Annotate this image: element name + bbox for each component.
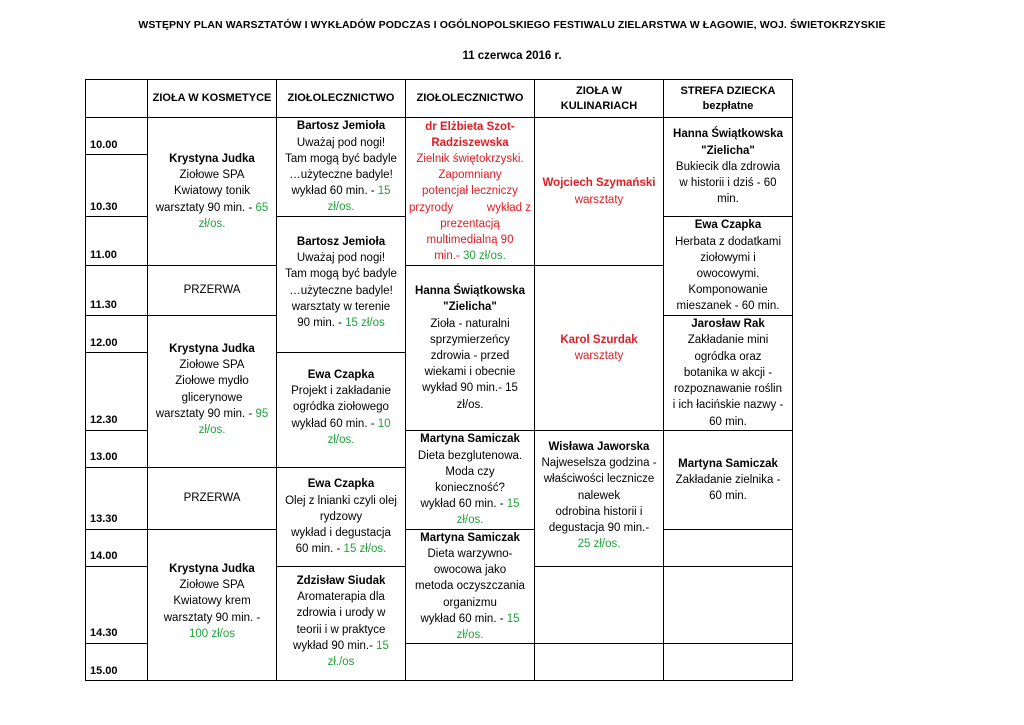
column-header-herbal-medicine-1 — [277, 80, 405, 117]
session-line: w historii i dziś - 60 — [679, 177, 777, 190]
session-line — [291, 183, 390, 199]
grid-line — [663, 643, 793, 644]
presenter-name: Jarosław Rak — [691, 318, 765, 331]
time-label: 14.30 — [90, 627, 118, 639]
session-line: rydzowy — [319, 510, 363, 523]
session-line: odrobina historii i — [555, 505, 643, 518]
session-line: Ziołowe mydło — [175, 375, 249, 388]
session-line: botanika w akcji - — [683, 366, 773, 379]
session-line: …użyteczne badyle! — [289, 284, 393, 297]
session-text: warsztaty 90 min. - — [155, 201, 256, 214]
session-line: Tam mogą być badyle — [285, 152, 397, 165]
time-label: 13.30 — [90, 513, 118, 525]
grid-line — [85, 154, 148, 155]
session-cell — [406, 118, 534, 265]
session-line: zdrowia i urody w — [296, 607, 386, 620]
price: zł./os — [327, 656, 355, 669]
session-line: Aromaterapia dla — [297, 591, 385, 604]
session-line: ogródka oraz — [694, 350, 762, 363]
break-cell — [148, 266, 276, 315]
price: 30 zł/os. — [462, 250, 506, 263]
grid-line — [534, 643, 664, 644]
price: 15 — [377, 185, 391, 198]
session-line: Tam mogą być badyle — [285, 268, 397, 281]
presenter-name: Martyna Samiczak — [420, 433, 520, 446]
price: 15 zł/os. — [343, 543, 387, 556]
session-cell — [148, 530, 276, 680]
session-cell — [535, 118, 663, 265]
column-header-kids-zone — [664, 80, 792, 117]
presenter-name: Ewa Czapka — [307, 478, 375, 491]
session-line: wykład i degustacja — [291, 527, 391, 540]
session-line: teorii i w praktyce — [296, 623, 386, 636]
session-line: Zapomniany — [438, 169, 502, 182]
session-line — [409, 200, 531, 216]
time-label: 11.00 — [90, 249, 117, 261]
header-line: STREFA DZIECKA — [680, 84, 776, 97]
price: zł/os. — [456, 629, 484, 642]
session-text: min.- — [434, 250, 463, 263]
session-line: Komponowanie — [688, 284, 768, 297]
session-line: Zakładanie mini — [687, 334, 769, 347]
page-title: WSTĘPNY PLAN WARSZTATÓW I WYKŁADÓW PODCZAS I OGÓLNOPOLSKIEGO FESTIWALU ZIELARSTWA W ŁAGOWIE, WOJ. ŚWIETOKRZYSKIE — [138, 19, 886, 31]
session-line: ogródka ziołowego — [293, 401, 389, 414]
grid-line — [85, 352, 148, 353]
presenter-name: Bartosz Jemioła — [296, 236, 386, 248]
header-line: ZIOŁA W — [575, 84, 623, 97]
session-text: wykład z — [486, 201, 531, 214]
session-line: Zielnik świętokrzyski. — [416, 152, 524, 165]
presenter-name: Krystyna Judka — [169, 563, 255, 575]
session-line: Zakładanie zielnika - — [675, 473, 781, 486]
session-cell — [664, 431, 792, 529]
header-line: ZIOŁOLECZNICTWO — [287, 92, 395, 104]
session-line: Kwiatowy tonik — [173, 185, 251, 198]
presenter-name: Hanna Świątkowska — [415, 285, 525, 298]
presenter-name: Wisława Jaworska — [548, 441, 650, 453]
grid-line — [85, 315, 148, 316]
header-line: ZIOŁA W KOSMETYCE — [152, 92, 272, 104]
session-text: wykład 60 min. - — [420, 498, 507, 511]
presenter-name: Wojciech Szymański — [542, 177, 656, 190]
session-cell — [664, 316, 792, 430]
session-line: Zioła - naturalni — [430, 317, 510, 330]
session-line: Ziołowe SPA — [179, 169, 245, 182]
presenter-name: "Zielicha" — [701, 144, 755, 157]
break-label: PRZERWA — [183, 284, 241, 297]
session-line: Herbata z dodatkami — [674, 235, 782, 248]
session-line: zł/os. — [456, 398, 484, 411]
break-label: PRZERWA — [183, 492, 241, 505]
session-cell — [406, 530, 534, 643]
session-line: min. — [717, 193, 739, 206]
session-text: wykład 60 min. - — [420, 612, 507, 625]
session-line — [156, 406, 269, 422]
session-line: warsztaty 90 min. - — [163, 611, 261, 624]
session-line: Dieta warzywno- — [427, 548, 513, 560]
session-line — [291, 416, 390, 432]
time-label: 12.00 — [90, 337, 118, 349]
column-header-cosmetics — [148, 80, 276, 117]
session-cell — [406, 431, 534, 529]
session-text: 90 min. - — [297, 317, 346, 330]
time-label: 12.30 — [90, 414, 118, 426]
session-line — [434, 248, 506, 264]
grid-line — [85, 467, 148, 468]
session-line: owocowa jako — [433, 564, 507, 577]
time-label: 13.00 — [90, 451, 118, 463]
session-line: ziołowymi i — [700, 251, 756, 264]
session-cell — [277, 118, 405, 216]
session-text: wykład 90 min.- — [293, 639, 377, 652]
header-line: KULINARIACH — [560, 99, 638, 112]
presenter-name: dr Elżbieta Szot- — [425, 120, 515, 133]
presenter-name: Radziszewska — [431, 136, 509, 149]
session-line — [293, 638, 389, 654]
session-line: rozpoznawanie roślin — [673, 383, 783, 396]
session-cell — [406, 266, 534, 430]
grid-line — [85, 216, 148, 217]
session-line: 60 min. — [709, 490, 747, 503]
price: 15 — [376, 639, 389, 652]
grid-line — [85, 265, 148, 266]
schedule-date: 11 czerwca 2016 r. — [462, 50, 562, 62]
column-header-culinary — [535, 80, 663, 117]
price: 15 — [506, 498, 520, 511]
session-text: warsztaty 90 min. - — [155, 407, 256, 420]
session-line: Olej z lnianki czyli olej — [285, 494, 397, 507]
grid-line — [663, 529, 793, 530]
grid-line — [85, 529, 148, 530]
session-line: i ich łacińskie nazwy - — [672, 399, 784, 412]
time-label: 10.00 — [90, 139, 118, 151]
time-label: 14.00 — [90, 550, 118, 562]
session-line: warsztaty — [574, 193, 624, 206]
break-cell — [148, 468, 276, 529]
session-line: Kwiatowy krem — [173, 595, 251, 608]
price: zł/os. — [198, 217, 226, 230]
presenter-name: Zdzisław Siudak — [296, 575, 386, 587]
session-cell — [277, 567, 405, 680]
session-line: 60 min. — [709, 415, 747, 428]
presenter-name: Krystyna Judka — [169, 152, 255, 165]
price: 25 zł/os. — [577, 538, 621, 551]
price: 65 — [255, 201, 269, 214]
session-line: Uważaj pod nogi! — [296, 136, 386, 149]
session-cell — [535, 266, 663, 430]
grid-line — [85, 430, 148, 431]
header-line: ZIOŁOLECZNICTWO — [416, 92, 524, 104]
session-line: Moda czy — [445, 465, 495, 478]
session-cell — [148, 118, 276, 265]
presenter-name: Hanna Świątkowska — [673, 128, 783, 141]
session-line — [296, 541, 387, 557]
session-line: Dieta bezglutenowa. — [417, 449, 523, 462]
price: zł/os. — [198, 424, 226, 437]
session-cell — [535, 431, 663, 566]
column-header-herbal-medicine-2 — [406, 80, 534, 117]
session-line: glicerynowe — [181, 391, 243, 404]
session-line: Ziołowe SPA — [179, 579, 245, 592]
grid-line — [85, 79, 86, 681]
presenter-name: "Zielicha" — [443, 301, 497, 314]
grid-line — [85, 566, 148, 567]
session-line: mieszanek - 60 min. — [676, 300, 780, 313]
price: zł/os. — [327, 201, 355, 214]
session-line: …użyteczne badyle! — [289, 169, 393, 181]
session-line: organizmu — [443, 596, 497, 609]
presenter-name: Martyna Samiczak — [678, 457, 778, 470]
price: 95 — [255, 407, 269, 420]
session-line: konieczność? — [435, 482, 505, 494]
session-line: warsztaty w terenie — [291, 300, 391, 313]
session-cell — [664, 118, 792, 216]
session-line — [297, 315, 385, 331]
session-line: wiekami i obecnie — [424, 366, 516, 379]
presenter-name: Bartosz Jemioła — [296, 120, 386, 133]
session-line: właściwości lecznicze — [543, 473, 655, 486]
session-line: degustacja 90 min.- — [548, 522, 650, 535]
price: 10 — [377, 417, 391, 430]
time-label: 15.00 — [90, 665, 118, 677]
session-cell — [148, 316, 276, 467]
presenter-name: Ewa Czapka — [694, 219, 762, 232]
session-line: Uważaj pod nogi! — [296, 252, 386, 265]
session-line: wykład 90 min.- 15 — [422, 382, 518, 395]
session-line — [420, 496, 519, 512]
grid-line — [792, 79, 793, 681]
session-line: owocowymi. — [696, 268, 760, 280]
session-line: sprzymierzeńcy — [430, 333, 510, 346]
grid-line — [85, 643, 148, 644]
session-text: wykład 60 min. - — [291, 185, 378, 198]
session-line: metoda oczyszczania — [415, 580, 525, 593]
price: 100 zł/os — [188, 627, 236, 640]
session-line: warsztaty — [574, 350, 624, 362]
session-cell — [277, 217, 405, 352]
presenter-name: Karol Szurdak — [560, 333, 638, 346]
session-line: Ziołowe SPA — [179, 359, 245, 372]
session-line: Bukiecik dla zdrowia — [675, 160, 781, 173]
price: 15 zł/os — [345, 317, 385, 330]
session-line: Najweselsza godzina - — [541, 457, 657, 470]
time-label: 10.30 — [90, 201, 118, 213]
session-line: multimedialną 90 — [426, 234, 514, 246]
session-line — [156, 200, 269, 216]
session-line: Projekt i zakładanie — [291, 385, 391, 398]
time-label: 11.30 — [90, 299, 117, 311]
session-cell — [277, 353, 405, 467]
session-line: potencjał leczniczy — [422, 185, 518, 198]
price: 15 — [506, 612, 520, 625]
grid-line — [85, 680, 793, 681]
presenter-name: Martyna Samiczak — [420, 531, 520, 544]
session-text: przyrody — [409, 201, 454, 214]
grid-line — [663, 566, 793, 567]
session-line — [420, 611, 519, 627]
grid-line — [534, 566, 664, 567]
presenter-name: Ewa Czapka — [307, 369, 375, 381]
session-text: 60 min. - — [295, 543, 344, 556]
presenter-name: Krystyna Judka — [169, 343, 255, 355]
session-line: prezentacją — [440, 217, 500, 230]
price: zł/os. — [456, 514, 484, 527]
session-line: zdrowia - przed — [430, 350, 510, 362]
session-cell — [664, 217, 792, 315]
header-line: bezpłatne — [702, 99, 754, 112]
session-line: nalewek — [577, 489, 621, 502]
session-text: wykład 60 min. - — [291, 417, 378, 430]
price: zł/os. — [327, 433, 355, 446]
session-cell — [277, 468, 405, 566]
